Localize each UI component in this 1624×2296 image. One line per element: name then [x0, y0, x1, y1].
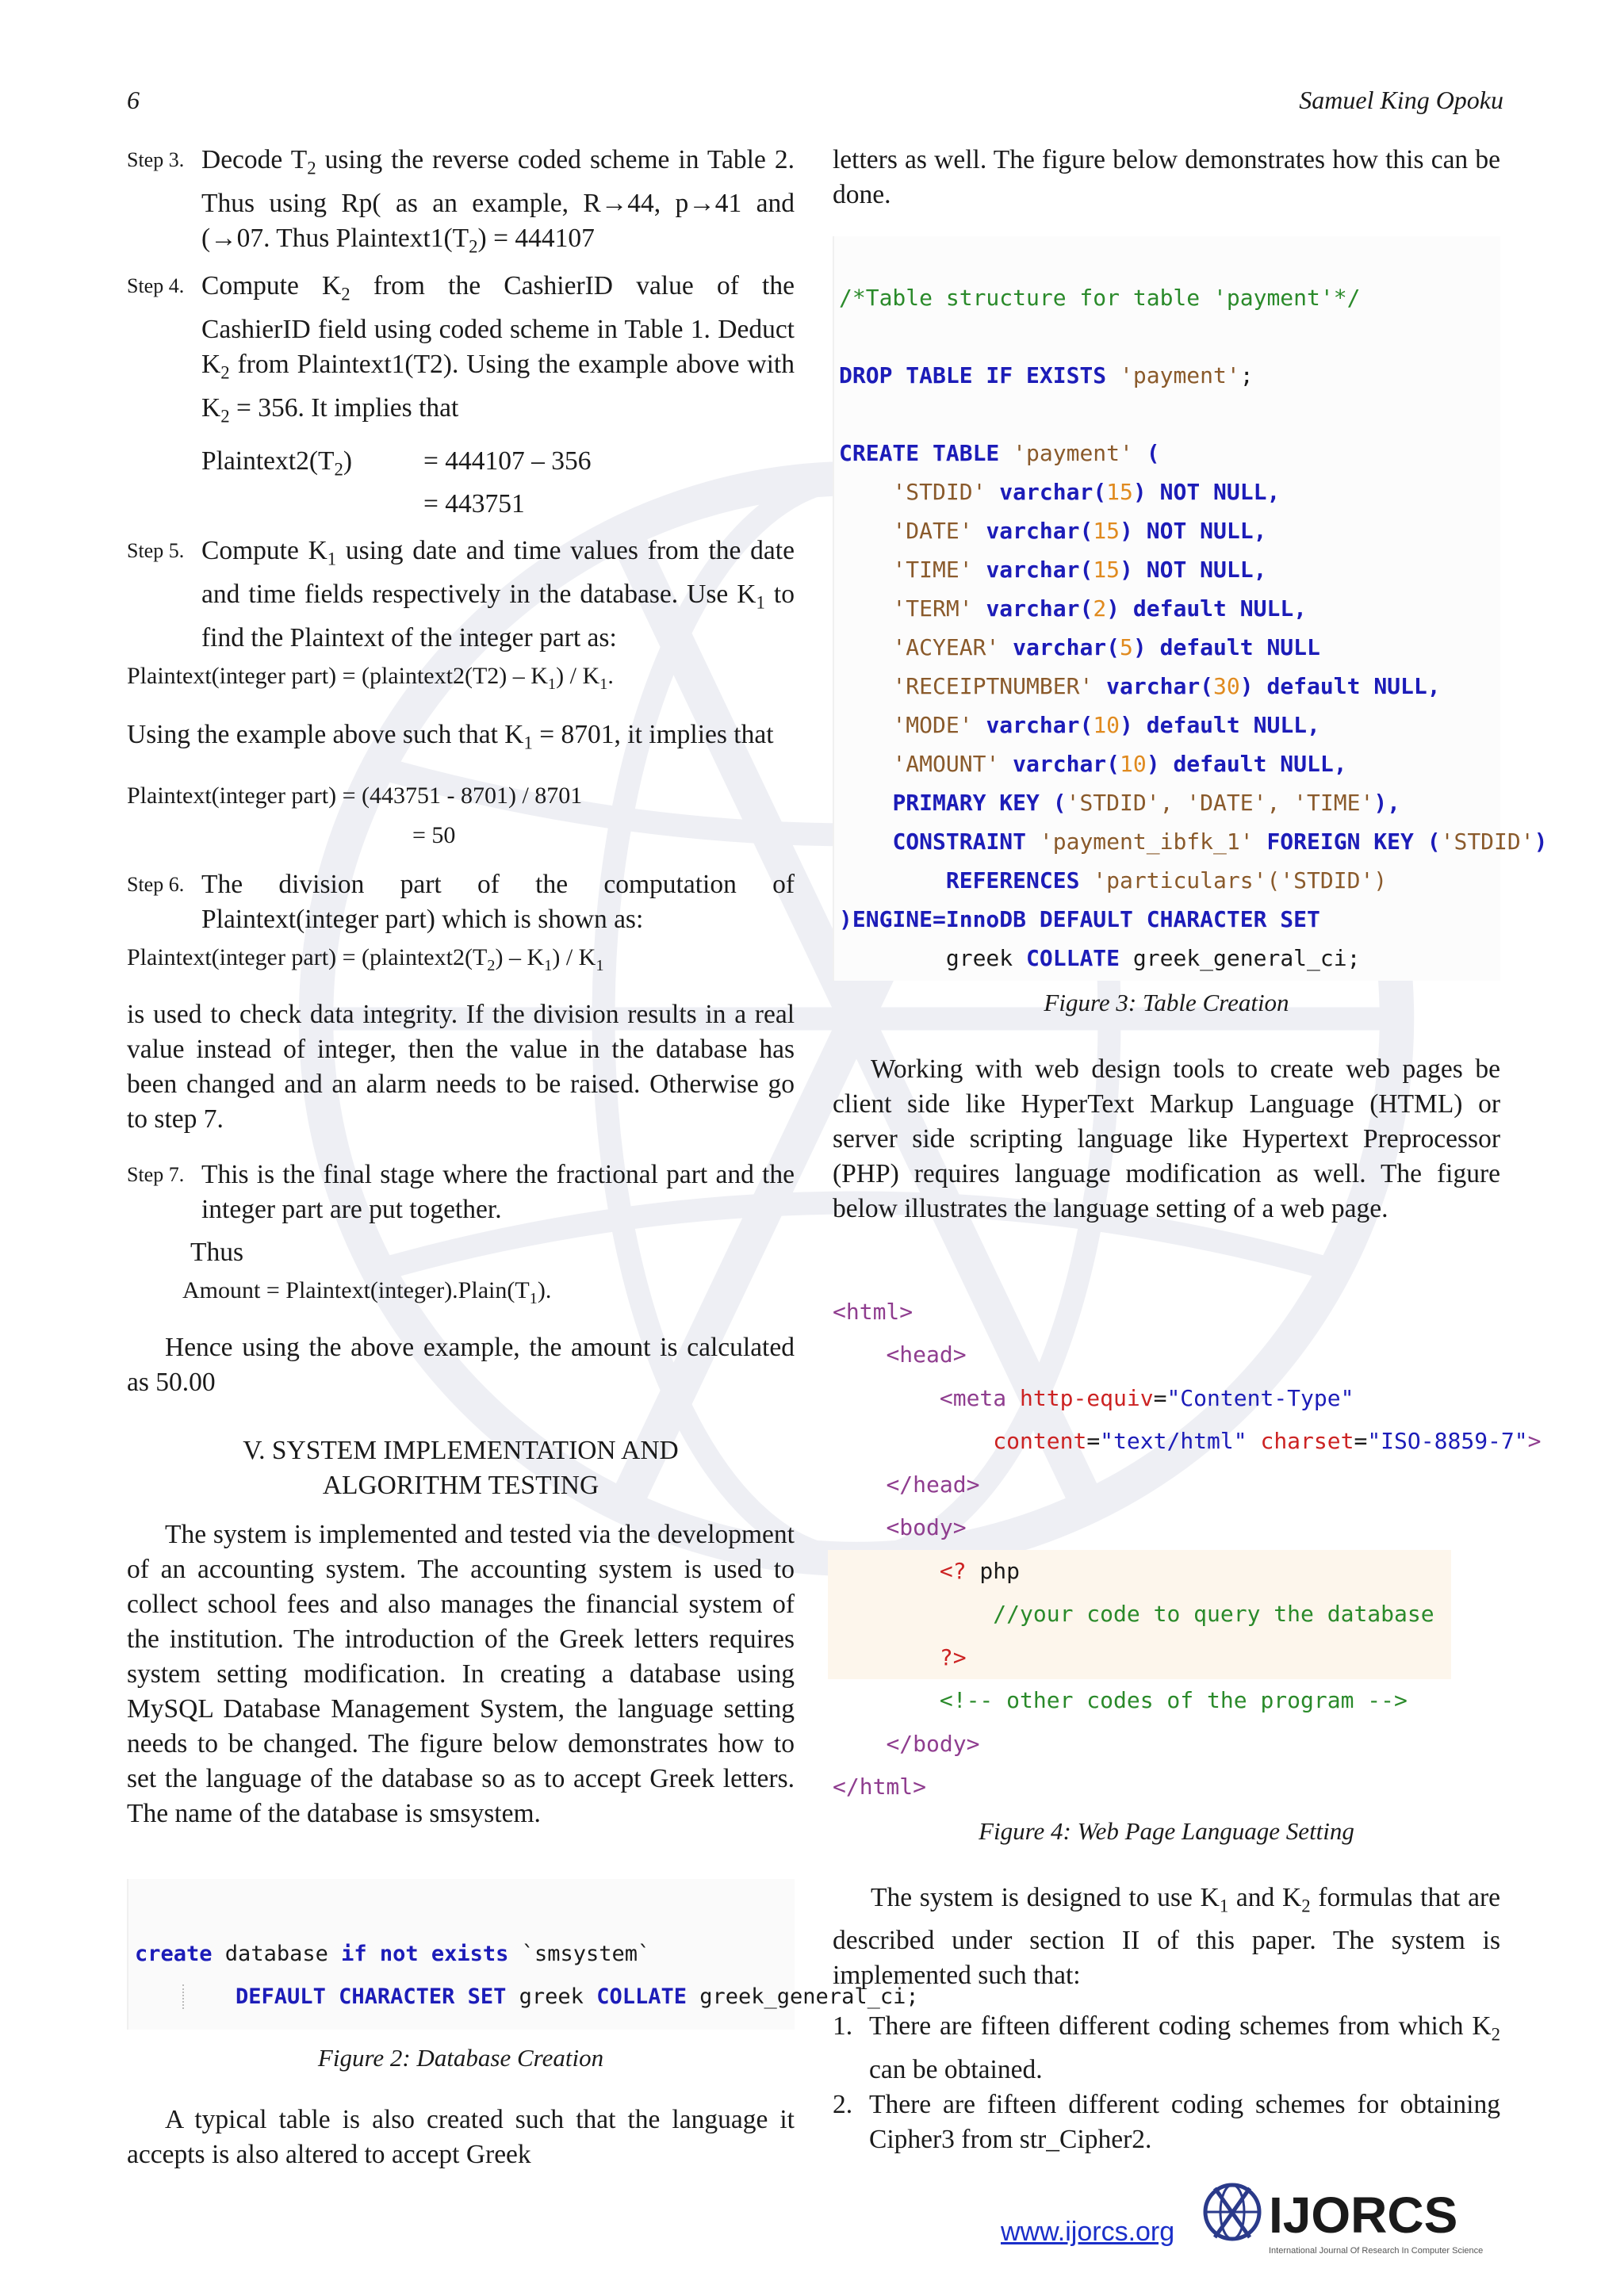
step-label: Step 5. [127, 539, 185, 563]
section-heading: V. SYSTEM IMPLEMENTATION AND [243, 1435, 679, 1465]
equation-plaintext2 [201, 440, 795, 526]
step-6 [127, 867, 795, 937]
step-text: The division part of the computation of Plaintext(integer part) which is shown as: [201, 869, 795, 934]
step-5 [127, 534, 795, 655]
step-text: Decode $T_2$ using the reverse coded scheme in Table 2. Thus using Rp( as an example, R→44, p→41 and (→07. Thus $Plaintext1(T_2) = 444107$ [201, 145, 795, 257]
figure-2-code: create database if not exists `smsystem` DEFAULT CHARACTER SET greek COLLATE greek_general_ci; [127, 1879, 795, 2030]
step-label: Step 3. [127, 148, 185, 171]
equation-lhs: $Plaintext2(T_2)$ [201, 446, 353, 480]
figure-3-code: /*Table structure for table 'payment'*/ DROP TABLE IF EXISTS 'payment'; CREATE TABLE 'payment' ( 'STDID' varchar(15) NOT NULL, 'DATE' varchar(15) NOT NULL, 'TIME' varchar(15) NOT NULL, 'TERM' varchar(2) default NULL, 'ACYEAR' varchar(5) default NULL 'RECEIPTNUMBER' varchar(30) default NULL, 'MODE' varchar(10) default NULL, 'AMOUNT' varchar(10) default NULL, PRIMARY KEY ('STDID', 'DATE', 'TIME'), CONSTRAINT 'payment_ibfk_1' FOREIGN KEY ('STDID') REFERENCES 'particulars'('STDID') )ENGINE=InnoDB DEFAULT CHARACTER SET greek COLLATE greek_general_ci; [833, 236, 1500, 981]
web-paragraph: Working with web design tools to create web pages be client side like HyperText Markup Language (HTML) or server side scripting language like Hypertext Preprocessor (PHP) requires language modification as well. The figure below illustrates the language setting of a web page. [833, 1054, 1500, 1223]
figure-4-caption: Figure 4: Web Page Language Setting [979, 1816, 1354, 1845]
continuation-paragraph: letters as well. The figure below demonstrates how this can be done. [833, 145, 1500, 209]
ijorcs-logo [1199, 2171, 1484, 2266]
figure-3-caption: Figure 3: Table Creation [1044, 989, 1289, 1016]
figure-2-caption: Figure 2: Database Creation [317, 2043, 604, 2072]
step-label: Step 4. [127, 274, 185, 298]
integrity-paragraph: is used to check data integrity. If the division results in a real value instead of integer, then the value in the database has been changed and an alarm needs to be raised. Otherwise go to step 7. [127, 999, 795, 1134]
amount-formula: Amount = $Plaintext(integer).Plain(T_1)$. [182, 1276, 552, 1307]
hence-paragraph: Hence using the above example, the amount is calculated as 50.00 [127, 1332, 795, 1397]
formula-integer-part: Plaintext(integer part) = (plaintext2(T2) – $K_1) / K_1$. [127, 662, 614, 693]
step-text: Compute $K_2$ from the CashierID value of the CashierID field using coded scheme in Table 1. Deduct $K_2$ from Plaintext1(T2). Using the example above with $K_2 = 356$. It implies that [201, 271, 795, 427]
journal-website-link[interactable]: www.ijorcs.org [1001, 2217, 1175, 2247]
right-column [833, 143, 1548, 2157]
figure-4-code: <html> <head> <meta http-equiv="Content-Type" content="text/html" charset="ISO-8859-7"> </head> <body> <? php //your code to query the database ?> <!-- other codes of the program --> </body> </html> [833, 1247, 1500, 1809]
left-column [127, 143, 919, 2172]
thus-text: Thus [190, 1237, 243, 1267]
svg-text:International Journal Of Resea: International Journal Of Research In Computer Science [1269, 2246, 1484, 2256]
typical-paragraph: A typical table is also created such that the language it accepts is also altered to accept Greek [127, 2104, 795, 2169]
svg-text:IJORCS: IJORCS [1269, 2187, 1458, 2244]
step-text: This is the final stage where the fractional part and the integer part are put together. [201, 1159, 795, 1224]
section-heading-line2: ALGORITHM TESTING [322, 1470, 599, 1500]
running-author: Samuel King Opoku [1299, 86, 1503, 114]
example-text: Using the example above such that $K_1 = 8701$, it implies that [127, 719, 774, 753]
step-7 [127, 1158, 795, 1227]
equation-rhs: = 444107 – 356 = 443751 [423, 446, 592, 519]
step-label: Step 6. [127, 872, 185, 896]
implementation-paragraph: The system is implemented and tested via the development of an accounting system. The accounting system is used to collect school fees and also manages the financial system of the institution. The introduction of the Greek letters requires system setting modification. In creating a database using MySQL Database Management System, the language setting needs to be changed. The figure below demonstrates how to set the language of the database so as to accept Greek letters. The name of the database is smsystem. [127, 1519, 795, 1828]
implementation-list [833, 2009, 1500, 2157]
k-formula-paragraph: The system is designed to use $K_1$ and $K_2$ formulas that are described under section II of this paper. The system is implemented such that: [833, 1882, 1500, 1991]
step-text: Compute $K_1$ using date and time values from the date and time fields respectively in the database. Use $K_1$ to find the Plaintext of the integer part as: [201, 536, 795, 652]
step-3 [127, 143, 795, 264]
page-number: 6 [127, 86, 140, 114]
formula-division: Plaintext(integer part) = $(plaintext2(T_2) - K_1) / K_1$ [127, 943, 604, 974]
list-item: 2. There are fifteen different coding schemes for obtaining Cipher3 from str_Cipher2. [833, 2089, 1500, 2154]
list-item: 1. There are fifteen different coding schemes from which $K_2$ can be obtained. [833, 2011, 1500, 2084]
step-label: Step 7. [127, 1162, 185, 1186]
formula-example-result: = 50 [412, 821, 456, 848]
formula-example: Plaintext(integer part) = (443751 - 8701) / 8701 [127, 782, 583, 809]
step-4 [127, 269, 795, 434]
